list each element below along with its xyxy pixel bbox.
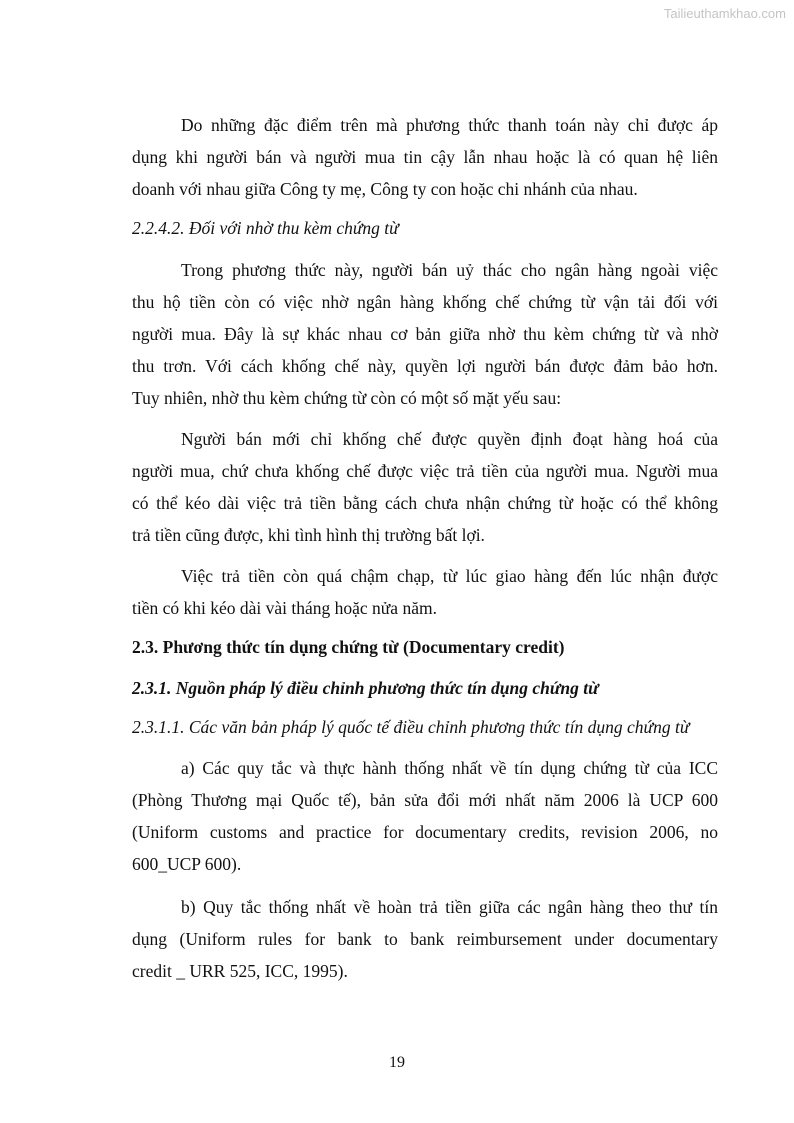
paragraph [132,109,718,205]
watermark: Tailieuthamkhao.com [663,6,786,21]
text-line: Tuy nhiên, nhờ thu kèm chứng từ còn có một số mặt yếu sau: [132,388,562,408]
text-line: tiền có khi kéo dài vài tháng hoặc nửa năm. [132,598,437,618]
heading-2-2-4-2: 2.2.4.2. Đối với nhờ thu kèm chứng từ [132,218,399,238]
paragraph [132,752,718,880]
heading-2-3-1-1: 2.3.1.1. Các văn bản pháp lý quốc tế điều chỉnh phương thức tín dụng chứng từ [132,717,690,737]
text-line: thu trơn. Với cách khống chế này, quyền lợi người bán được đảm bảo hơn. [132,356,718,376]
paragraph [132,560,718,624]
paragraph [132,423,718,551]
text-line: Do những đặc điểm trên mà phương thức thanh toán này chỉ được áp [181,115,718,135]
text-line: thu hộ tiền còn có việc nhờ ngân hàng khống chế chứng từ vận tải đối với [132,292,718,312]
text-line: Người bán mới chỉ khống chế được quyền định đoạt hàng hoá của [181,429,718,449]
paragraph [132,891,718,987]
text-line: a) Các quy tắc và thực hành thống nhất về tín dụng chứng từ của ICC [181,758,718,778]
text-line: (Uniform customs and practice for documentary credits, revision 2006, no [132,822,718,842]
text-line: dụng khi người bán và người mua tin cậy lẫn nhau hoặc là có quan hệ liên [132,147,718,167]
text-line: credit _ URR 525, ICC, 1995). [132,961,348,981]
text-line: trả tiền cũng được, khi tình hình thị trường bất lợi. [132,525,485,545]
text-line: người mua. Đây là sự khác nhau cơ bản giữa nhờ thu kèm chứng từ và nhờ [132,324,718,344]
text-line: người mua, chứ chưa khống chế được việc trả tiền của người mua. Người mua [132,461,718,481]
text-line: Việc trả tiền còn quá chậm chạp, từ lúc giao hàng đến lúc nhận được [181,566,718,586]
page-number: 19 [389,1054,405,1071]
text-line: (Phòng Thương mại Quốc tế), bản sửa đổi mới nhất năm 2006 là UCP 600 [132,790,718,810]
heading-2-3-1: 2.3.1. Nguồn pháp lý điều chỉnh phương thức tín dụng chứng từ [132,678,599,698]
text-line: dụng (Uniform rules for bank to bank reimbursement under documentary [132,929,718,949]
paragraph [132,254,718,414]
text-line: doanh với nhau giữa Công ty mẹ, Công ty con hoặc chi nhánh của nhau. [132,179,638,199]
heading-2-3: 2.3. Phương thức tín dụng chứng từ (Documentary credit) [132,637,565,657]
text-line: 600_UCP 600). [132,854,242,874]
text-line: Trong phương thức này, người bán uỷ thác cho ngân hàng ngoài việc [181,260,718,280]
text-line: b) Quy tắc thống nhất về hoàn trả tiền giữa các ngân hàng theo thư tín [181,897,718,917]
text-line: có thể kéo dài việc trả tiền bằng cách chưa nhận chứng từ hoặc có thể không [132,493,718,513]
